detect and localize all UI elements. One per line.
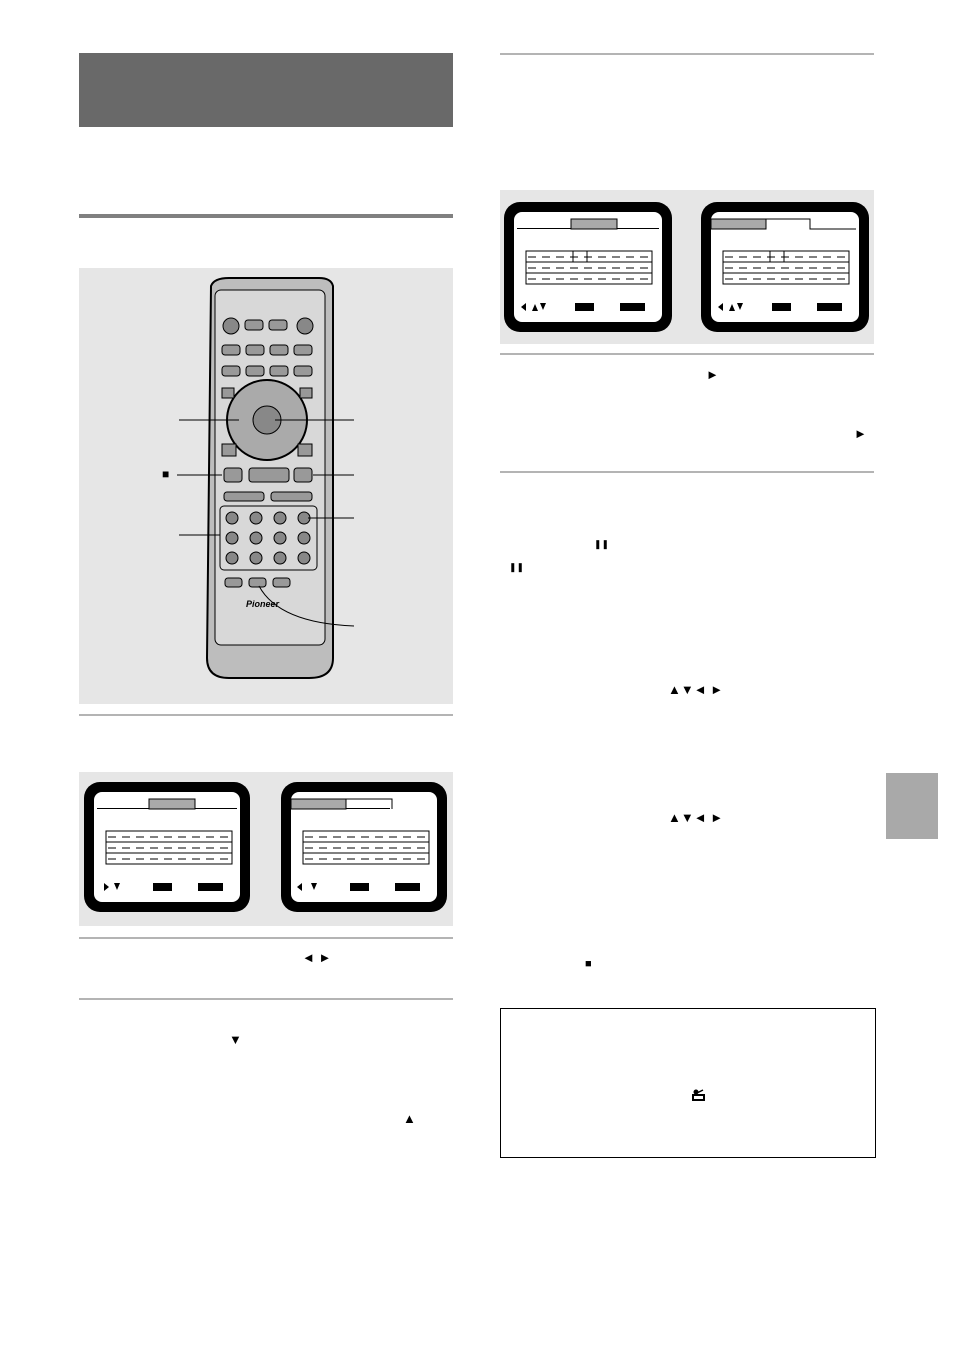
step3-up-arrow: ▲ bbox=[403, 1111, 416, 1126]
step3-down-arrow: ▼ bbox=[229, 1032, 242, 1047]
right-rule-3 bbox=[500, 471, 874, 473]
cursor-arrows-a: ▲▼◄ ► bbox=[668, 682, 724, 697]
tv-screen-2 bbox=[281, 782, 447, 912]
cursor-arrows-b: ▲▼◄ ► bbox=[668, 810, 724, 825]
right-rule-2 bbox=[500, 353, 874, 355]
left-rule-2 bbox=[79, 714, 453, 716]
remote-brand-logo: Pioneer bbox=[246, 599, 280, 609]
left-rule-1 bbox=[79, 214, 453, 218]
remote-control-illustration bbox=[79, 268, 453, 704]
chapter-side-tab bbox=[886, 773, 938, 839]
note-box bbox=[500, 1008, 876, 1158]
remote-stop-symbol: ■ bbox=[162, 467, 170, 481]
section-header-band bbox=[79, 53, 453, 127]
right-step1-play-arrow: ► bbox=[706, 367, 719, 382]
tv-screen-1 bbox=[84, 782, 250, 912]
pause-symbol-b: ❚❚ bbox=[509, 562, 525, 572]
pause-symbol-a: ❚❚ bbox=[594, 539, 610, 549]
step2-arrows: ◄ ► bbox=[302, 950, 332, 965]
right-rule-1 bbox=[500, 53, 874, 55]
left-rule-4 bbox=[79, 998, 453, 1000]
tv-screen-3 bbox=[504, 202, 672, 332]
setup-menu-icon bbox=[691, 1089, 707, 1103]
right-step1-play-arrow-b: ► bbox=[854, 426, 867, 441]
stop-symbol: ■ bbox=[585, 958, 592, 970]
tv-screen-4 bbox=[701, 202, 869, 332]
left-rule-3 bbox=[79, 937, 453, 939]
